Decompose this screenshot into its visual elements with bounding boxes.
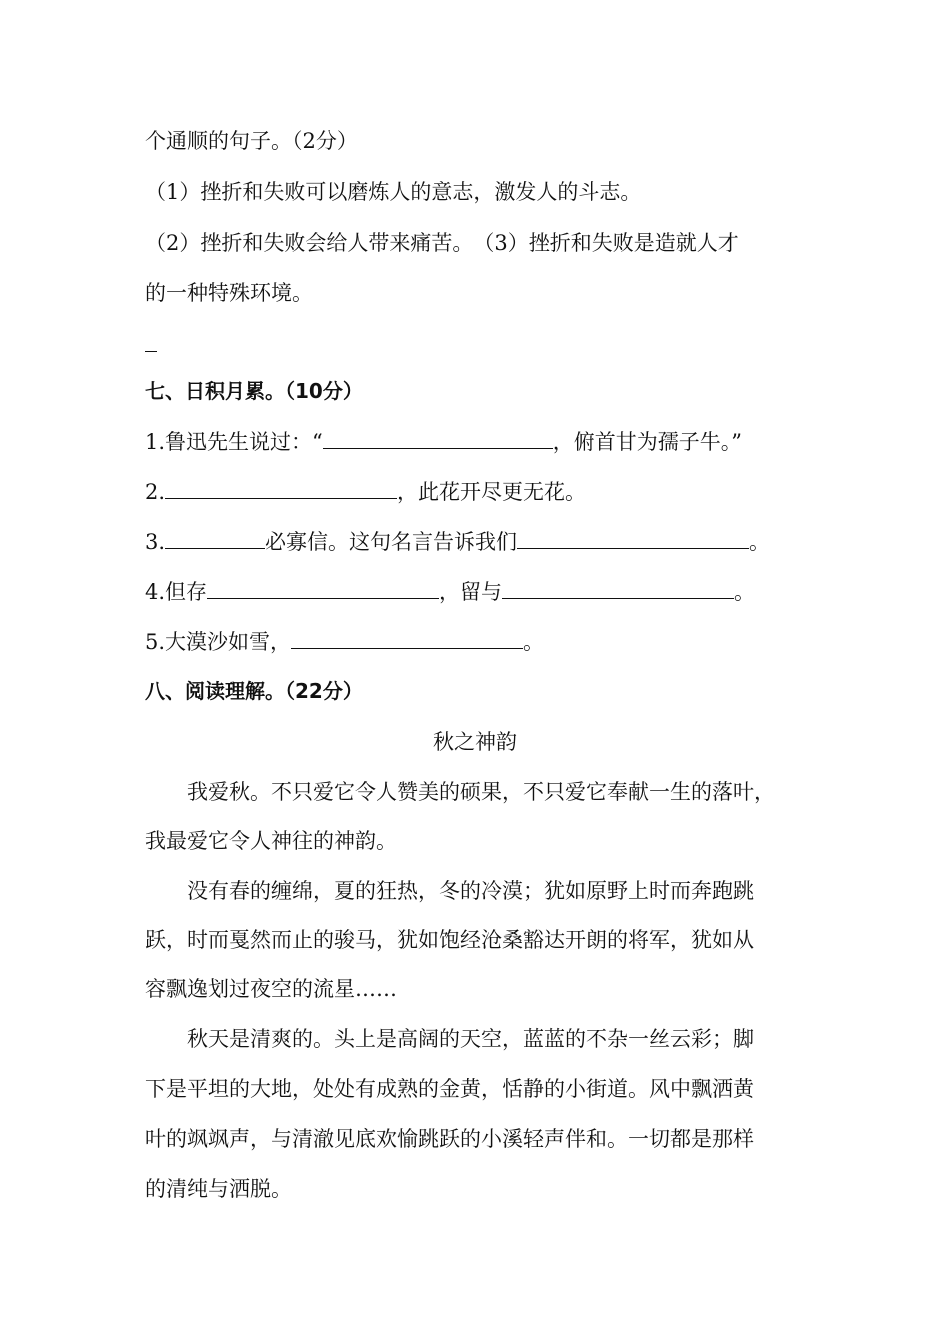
question-text: 。 bbox=[523, 630, 545, 654]
answer-blank[interactable] bbox=[517, 526, 749, 549]
text-line: （1）挫折和失败可以磨炼人的意志，激发人的斗志。 bbox=[145, 180, 642, 204]
question-text: 必寡信。这句名言告诉我们 bbox=[265, 530, 518, 554]
answer-blank[interactable] bbox=[291, 626, 523, 649]
passage-line: 下是平坦的大地，处处有成熟的金黄，恬静的小街道。风中飘洒黄 bbox=[145, 1077, 754, 1101]
answer-blank[interactable] bbox=[207, 576, 439, 599]
question-text: 。 bbox=[734, 580, 756, 604]
question-text: 1.鲁迅先生说过：“ bbox=[145, 430, 323, 454]
passage-line: 容飘逸划过夜空的流星…… bbox=[145, 977, 397, 1001]
question-text: 2. bbox=[145, 480, 166, 504]
question-text: ，留与 bbox=[439, 580, 503, 604]
passage-line: 没有春的缠绵，夏的狂热，冬的冷漠；犹如原野上时而奔跑跳 bbox=[145, 879, 754, 903]
passage-title: 秋之神韵 bbox=[433, 730, 517, 754]
question-text: 5.大漠沙如雪， bbox=[145, 630, 292, 654]
question-text: 3. bbox=[145, 530, 166, 554]
text-line: （2）挫折和失败会给人带来痛苦。 （3）挫折和失败是造就人才 bbox=[145, 231, 739, 255]
section-heading-7: 七、日积月累。（10分） bbox=[145, 379, 363, 403]
passage-line: 叶的飒飒声，与清澈见底欢愉跳跃的小溪轻声伴和。一切都是那样 bbox=[145, 1127, 754, 1151]
question-1 bbox=[145, 426, 742, 457]
answer-blank[interactable] bbox=[165, 526, 265, 549]
answer-blank[interactable] bbox=[502, 576, 734, 599]
question-4 bbox=[145, 576, 755, 607]
question-text: ，俯首甘为孺子牛。” bbox=[552, 430, 743, 454]
stray-dash bbox=[145, 351, 157, 352]
question-2 bbox=[145, 476, 586, 507]
question-text: 4.但存 bbox=[145, 580, 208, 604]
passage-line: 跃，时而戛然而止的骏马，犹如饱经沧桑豁达开朗的将军，犹如从 bbox=[145, 928, 754, 952]
answer-blank[interactable] bbox=[165, 476, 397, 499]
question-text: ，此花开尽更无花。 bbox=[397, 480, 587, 504]
passage-line: 我最爱它令人神往的神韵。 bbox=[145, 829, 397, 853]
question-5 bbox=[145, 626, 544, 657]
section-heading-8: 八、阅读理解。（22分） bbox=[145, 679, 363, 703]
answer-blank[interactable] bbox=[323, 426, 553, 449]
question-text: 。 bbox=[749, 530, 771, 554]
question-3 bbox=[145, 526, 770, 557]
passage-line: 秋天是清爽的。头上是高阔的天空，蓝蓝的不杂一丝云彩；脚 bbox=[145, 1027, 754, 1051]
passage-line: 的清纯与洒脱。 bbox=[145, 1177, 292, 1201]
text-line: 个通顺的句子。（2分） bbox=[145, 129, 358, 153]
passage-line: 我爱秋。不只爱它令人赞美的硕果，不只爱它奉献一生的落叶， bbox=[145, 780, 775, 804]
text-line: 的一种特殊环境。 bbox=[145, 281, 313, 305]
